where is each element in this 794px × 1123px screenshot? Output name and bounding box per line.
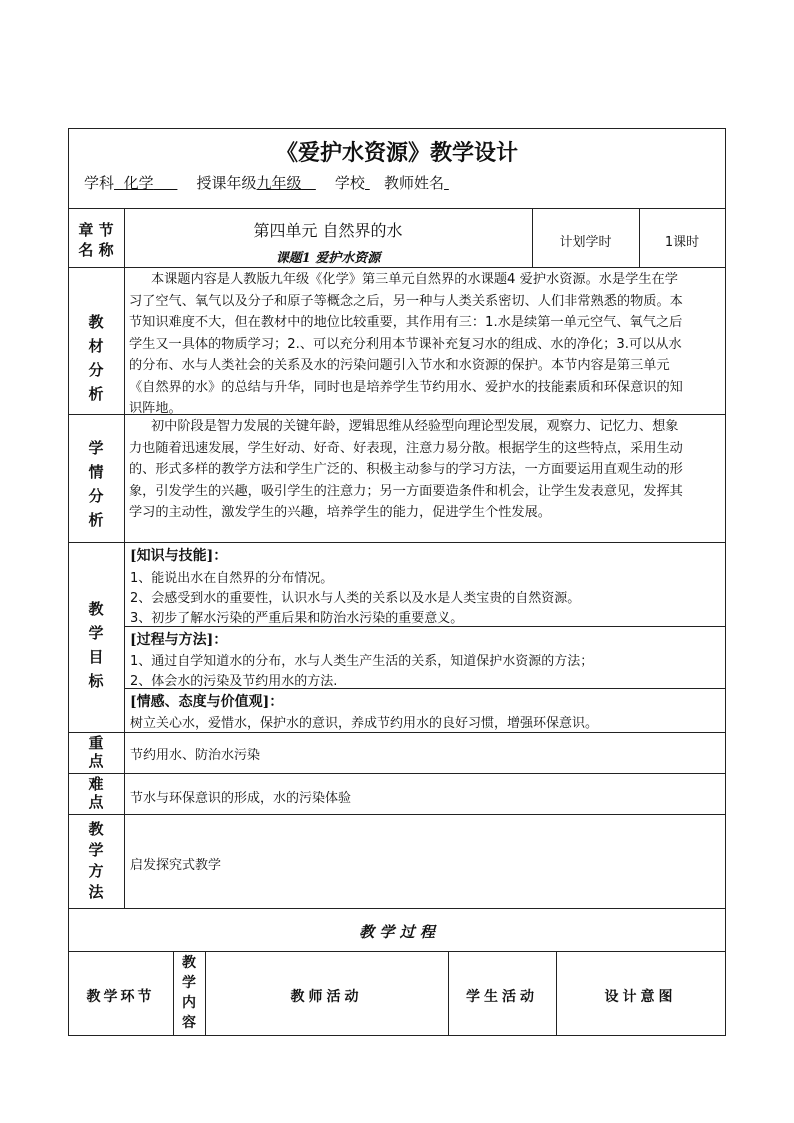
col-student: 学生活动 [466, 989, 538, 1005]
school-label: 学校 [334, 174, 365, 192]
knowledge-item: 1、能说出水在自然界的分布情况。 [130, 571, 334, 586]
students-line: 学习的主动性，激发学生的兴趣，培养学生的能力，促进学生个性发展。 [129, 505, 551, 520]
col-intent: 设计意图 [604, 989, 677, 1005]
col-stage: 教学环节 [86, 989, 155, 1005]
students-label: 学 情 分 析 [88, 439, 104, 529]
rule [68, 208, 726, 209]
school-value [365, 174, 370, 192]
material-line: 节知识难度不大，但在教材中的地位比较重要，其作用有三：1.水是续第一单元空气、氧气之后 [129, 315, 683, 330]
rule [68, 732, 726, 733]
keypoint-text: 节约用水、防治水污染 [130, 748, 261, 763]
col-content: 教 学 内 容 [182, 955, 196, 1031]
students-line: 初中阶段是智力发展的关键年龄，逻辑思维从经验型向理论型发展，观察力、记忆力、想象 [151, 419, 679, 434]
rule [68, 951, 726, 952]
knowledge-title: [知识与技能]： [130, 548, 228, 564]
process-title: 教 学 过 程 [359, 923, 435, 941]
students-line: 的、形式多样的教学方法和学生广泛的、积极主动参与的学习方法，一方面要运用直观生动的形 [129, 462, 683, 477]
col-teacher: 教师活动 [290, 989, 363, 1005]
document-title: 《爱护水资源》教学设计 [275, 141, 518, 166]
process-goal-title: [过程与方法]： [130, 632, 228, 648]
process-goal-item: 2、体会水的污染及节约用水的方法. [130, 674, 338, 689]
difficulty-label: 难 点 [88, 775, 104, 811]
rule [68, 542, 726, 543]
rule-inner [124, 626, 726, 627]
plan-label: 计划学时 [559, 235, 612, 250]
method-text: 启发探究式教学 [130, 858, 222, 873]
difficulty-text: 节水与环保意识的形成，水的污染体验 [130, 791, 352, 806]
border-top [68, 128, 726, 129]
rule [68, 267, 726, 268]
knowledge-item: 2、会感受到水的重要性，认识水与人类的关系以及水是人类宝贵的自然资源。 [130, 591, 581, 606]
students-text [129, 416, 721, 524]
border-bottom [68, 1035, 726, 1036]
teacher-label: 教师姓名 [384, 174, 445, 192]
emotion-title: [情感、态度与价值观]： [130, 694, 284, 710]
subject-label: 学科 [84, 174, 115, 192]
border-right [725, 128, 726, 1036]
rule [68, 908, 726, 909]
chapter-label-2: 名 称 [78, 241, 114, 259]
material-line: 识阵地。 [129, 401, 182, 416]
material-line: 《自然界的水》的总结与升华，同时也是培养学生节约用水、爱护水的技能素质和环保意识的知 [129, 379, 683, 395]
keypoint-label: 重 点 [88, 734, 104, 770]
process-goal-item: 1、通过自学知道水的分布，水与人类生产生活的关系，知道保护水资源的方法； [130, 654, 594, 669]
goals-label: 教 学 目 标 [88, 600, 104, 690]
col-divider [124, 208, 125, 908]
rule [68, 814, 726, 815]
material-line: 本课题内容是人教版九年级《化学》第三单元自然界的水课题4 爱护水资源。水是学生在学 [151, 272, 678, 287]
rule [68, 773, 726, 774]
students-line: 力也随着迅速发展，学生好动、好奇、好表现，注意力易分散。根据学生的这些特点，采用生动 [129, 440, 683, 456]
grade-value: 九年级 [256, 174, 302, 192]
emotion-text: 树立关心水，爱惜水，保护水的意识，养成节约用水的良好习惯，增强环保意识。 [130, 716, 599, 731]
teacher-value [444, 174, 449, 192]
subject-value: 化学 [123, 174, 154, 192]
chapter-topic: 课题1 爱护水资源 [275, 251, 381, 266]
method-label: 教 学 方 法 [88, 820, 104, 901]
material-line: 学生又一具体的物质学习；2.、可以充分利用本节课补充复习水的组成、水的净化；3.可以从水 [129, 336, 682, 352]
students-line: 象，引发学生的兴趣，吸引学生的注意力；另一方面要造条件和机会，让学生发表意见，发挥其 [129, 483, 683, 499]
material-line: 习了空气、氧气以及分子和原子等概念之后，另一种与人类关系密切、人们非常熟悉的物质。本 [129, 293, 683, 309]
chapter-label-1: 章 节 [78, 221, 114, 239]
material-line: 的分布、水与人类社会的关系及水的污染问题引入节水和水资源的保护。本节内容是第三单元 [129, 358, 670, 373]
material-text [129, 269, 721, 420]
knowledge-item: 3、初步了解水污染的严重后果和防治水污染的重要意义。 [130, 611, 464, 626]
chapter-unit: 第四单元 自然界的水 [253, 221, 403, 240]
grade-label: 授课年级 [196, 174, 257, 192]
plan-value: 1课时 [664, 235, 700, 250]
meta-line [84, 172, 449, 193]
material-label: 教 材 分 析 [88, 313, 104, 403]
